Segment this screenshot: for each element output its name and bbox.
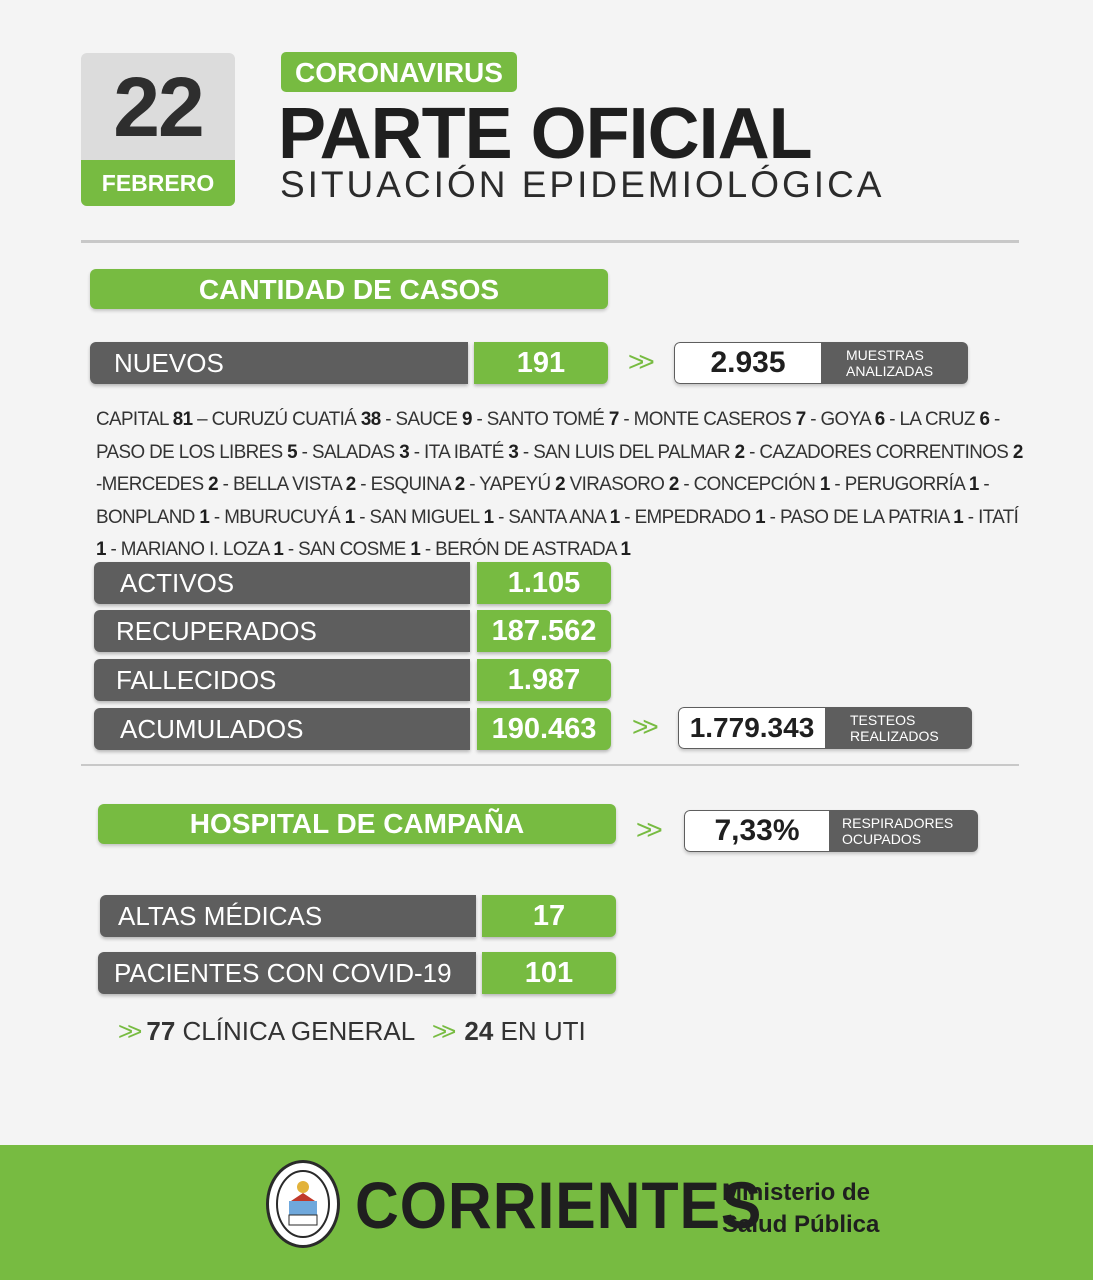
locality-separator: -: [354, 506, 370, 528]
locality-item: [479, 474, 570, 495]
locality-item: [900, 409, 1000, 430]
locality-count: 6: [874, 409, 885, 430]
locality-name: SAUCE: [395, 409, 458, 430]
locality-name: PERUGORRÍA: [844, 474, 965, 495]
locality-name: SANTA ANA: [508, 506, 606, 528]
header-divider: [81, 240, 1019, 243]
locality-count: 1: [410, 539, 421, 560]
locality-name: CURUZÚ CUATIÁ: [211, 409, 357, 430]
respiradores-caption: [830, 810, 978, 852]
coronavirus-tag: CORONAVIRUS: [281, 52, 517, 92]
muestras-value: 2.935: [674, 342, 822, 384]
locality-count: 2: [668, 474, 679, 495]
testeos-caption-line1: TESTEOS: [850, 712, 916, 728]
locality-count: 1: [968, 474, 979, 495]
clinica-general: [118, 1016, 415, 1047]
testeos-caption: [826, 707, 972, 749]
pacientes-label: PACIENTES CON COVID-19: [98, 952, 476, 994]
locality-name: MONTE CASEROS: [633, 409, 792, 430]
locality-item: [487, 409, 634, 430]
locality-name: BONPLAND: [96, 506, 195, 528]
province-seal-icon: [266, 1160, 340, 1248]
locality-separator: -: [420, 539, 436, 560]
locality-item: [435, 539, 630, 560]
locality-separator: -: [297, 441, 312, 463]
locality-count: 6: [979, 409, 990, 430]
altas-label: ALTAS MÉDICAS: [100, 895, 476, 937]
locality-separator: -: [209, 506, 225, 528]
page-subtitle: SITUACIÓN EPIDEMIOLÓGICA: [280, 164, 885, 205]
locality-name: GOYA: [820, 409, 871, 430]
locality-count: 2: [208, 474, 219, 495]
locality-count: 1: [755, 506, 766, 528]
date-day: 22: [113, 60, 203, 154]
en-uti: [432, 1016, 586, 1047]
locality-item: [96, 409, 212, 430]
locality-count: 7: [608, 409, 619, 430]
locality-separator: -: [380, 409, 396, 430]
altas-value: 17: [482, 895, 616, 937]
locality-count: 1: [819, 474, 830, 495]
stat-label-fallecidos: FALLECIDOS: [94, 659, 470, 701]
locality-name: VIRASORO: [569, 474, 665, 495]
locality-item: [424, 442, 533, 463]
stat-value-recuperados: 187.562: [477, 610, 611, 652]
locality-name: SAN LUIS DEL PALMAR: [533, 441, 730, 463]
locality-name: CAZADORES CORRENTINOS: [759, 441, 1009, 463]
locality-name: ITATÍ: [978, 506, 1019, 528]
locality-name: LA CRUZ: [899, 409, 975, 430]
locality-separator: -: [618, 409, 634, 430]
locality-separator: -: [96, 474, 102, 495]
ministry-name: [722, 1177, 879, 1241]
locality-count: 2: [1012, 441, 1023, 463]
testeos-value: 1.779.343: [678, 707, 826, 749]
chevron-right-icon: >>: [432, 1016, 451, 1046]
locality-count: 2: [454, 474, 465, 495]
locality-name: SAN MIGUEL: [369, 506, 479, 528]
locality-count: 2: [345, 474, 356, 495]
locality-separator: -: [493, 506, 509, 528]
locality-separator: -: [518, 441, 534, 463]
locality-separator: -: [805, 409, 821, 430]
locality-name: SAN COSME: [298, 539, 406, 560]
locality-item: [634, 409, 821, 430]
locality-item: [635, 507, 780, 528]
locality-count: 5: [287, 441, 298, 463]
locality-separator: -: [471, 409, 487, 430]
locality-name: MARIANO I. LOZA: [120, 539, 269, 560]
locality-count: 1: [620, 539, 631, 560]
locality-name: SALADAS: [311, 441, 395, 463]
respiradores-caption-line2: OCUPADOS: [842, 831, 922, 847]
section-divider: [81, 764, 1019, 766]
respiradores-caption-line1: RESPIRADORES: [842, 815, 954, 831]
locality-count: 7: [795, 409, 806, 430]
testeos-caption-line2: REALIZADOS: [850, 728, 939, 744]
locality-name: SANTO TOMÉ: [486, 409, 605, 430]
locality-count: 2: [555, 474, 566, 495]
muestras-caption: [822, 342, 968, 384]
locality-item: [780, 507, 978, 528]
ministry-line2: Salud Pública: [722, 1211, 880, 1238]
section-title-casos: CANTIDAD DE CASOS: [90, 269, 608, 309]
locality-name: BERÓN DE ASTRADA: [435, 539, 616, 560]
locality-name: ITA IBATÉ: [424, 441, 504, 463]
locality-name: ESQUINA: [370, 474, 451, 495]
stat-value-acumulados: 190.463: [477, 708, 611, 750]
localities-breakdown: [96, 404, 1032, 567]
locality-item: [121, 539, 298, 560]
province-name: CORRIENTES: [355, 1168, 763, 1242]
locality-separator: -: [619, 506, 635, 528]
date-month: FEBRERO: [81, 160, 235, 206]
locality-separator: -: [978, 474, 990, 495]
clinica-count: 77: [146, 1016, 176, 1046]
locality-separator: -: [989, 409, 1000, 430]
page-title: PARTE OFICIAL: [278, 94, 812, 174]
locality-name: PASO DE LA PATRIA: [779, 506, 949, 528]
locality-count: 81: [172, 409, 193, 430]
stat-value-activos: 1.105: [477, 562, 611, 604]
locality-separator: -: [765, 506, 780, 528]
chevron-right-icon: >>: [118, 1016, 137, 1046]
locality-separator: -: [105, 539, 121, 560]
locality-separator: -: [744, 441, 760, 463]
locality-count: 1: [273, 539, 284, 560]
muestras-caption-line2: ANALIZADAS: [846, 363, 934, 379]
muestras-box: [674, 342, 968, 384]
section-title-hospital: HOSPITAL DE CAMPAÑA: [98, 804, 616, 844]
locality-item: [233, 474, 371, 495]
locality-item: [298, 539, 435, 560]
respiradores-box: [684, 810, 978, 852]
locality-separator: -: [963, 506, 979, 528]
testeos-box: [678, 707, 972, 749]
uti-label: EN UTI: [493, 1016, 586, 1046]
locality-count: 9: [461, 409, 472, 430]
locality-separator: -: [884, 409, 900, 430]
locality-count: 1: [96, 539, 106, 560]
ministry-line1: Ministerio de: [722, 1179, 871, 1206]
locality-item: [96, 442, 312, 463]
locality-item: [370, 507, 509, 528]
locality-item: [570, 474, 694, 495]
stat-label-acumulados: ACUMULADOS: [94, 708, 470, 750]
locality-count: 3: [399, 441, 410, 463]
locality-count: 2: [734, 441, 745, 463]
locality-separator: -: [355, 474, 371, 495]
locality-item: [371, 474, 480, 495]
locality-item: [533, 442, 759, 463]
locality-name: MERCEDES: [101, 474, 204, 495]
locality-item: [312, 442, 424, 463]
locality-item: [224, 507, 369, 528]
stat-label-recuperados: RECUPERADOS: [94, 610, 470, 652]
locality-count: 1: [483, 506, 494, 528]
locality-name: CONCEPCIÓN: [693, 474, 816, 495]
locality-separator: -: [218, 474, 233, 495]
locality-count: 3: [508, 441, 519, 463]
locality-separator: –: [192, 409, 212, 430]
chevron-right-icon: >>: [632, 711, 653, 742]
locality-separator: -: [283, 539, 299, 560]
locality-name: EMPEDRADO: [634, 506, 751, 528]
uti-count: 24: [464, 1016, 494, 1046]
locality-count: 38: [360, 409, 381, 430]
chevron-right-icon: >>: [636, 814, 657, 845]
chevron-right-icon: >>: [628, 346, 649, 377]
locality-name: YAPEYÚ: [479, 474, 551, 495]
nuevos-value: 191: [474, 342, 608, 384]
nuevos-label: NUEVOS: [90, 342, 468, 384]
locality-separator: -: [829, 474, 845, 495]
locality-count: 1: [199, 506, 210, 528]
locality-item: [396, 409, 487, 430]
locality-item: [508, 507, 634, 528]
locality-count: 1: [609, 506, 620, 528]
locality-item: [694, 474, 845, 495]
locality-item: [96, 507, 224, 528]
locality-separator: -: [409, 441, 425, 463]
pacientes-value: 101: [482, 952, 616, 994]
stat-value-fallecidos: 1.987: [477, 659, 611, 701]
muestras-caption-line1: MUESTRAS: [846, 347, 924, 363]
locality-count: 1: [344, 506, 355, 528]
date-badge: [81, 53, 235, 206]
locality-name: CAPITAL: [96, 409, 169, 430]
locality-item: [845, 474, 989, 495]
locality-name: MBURUCUYÁ: [224, 506, 341, 528]
locality-item: [212, 409, 396, 430]
clinica-label: CLÍNICA GENERAL: [175, 1016, 416, 1046]
locality-separator: -: [678, 474, 694, 495]
locality-separator: -: [464, 474, 480, 495]
locality-name: BELLA VISTA: [232, 474, 342, 495]
locality-name: PASO DE LOS LIBRES: [96, 441, 283, 463]
locality-item: [821, 409, 900, 430]
stat-label-activos: ACTIVOS: [94, 562, 470, 604]
locality-item: [102, 474, 233, 495]
respiradores-value: 7,33%: [684, 810, 830, 852]
locality-count: 1: [953, 506, 964, 528]
